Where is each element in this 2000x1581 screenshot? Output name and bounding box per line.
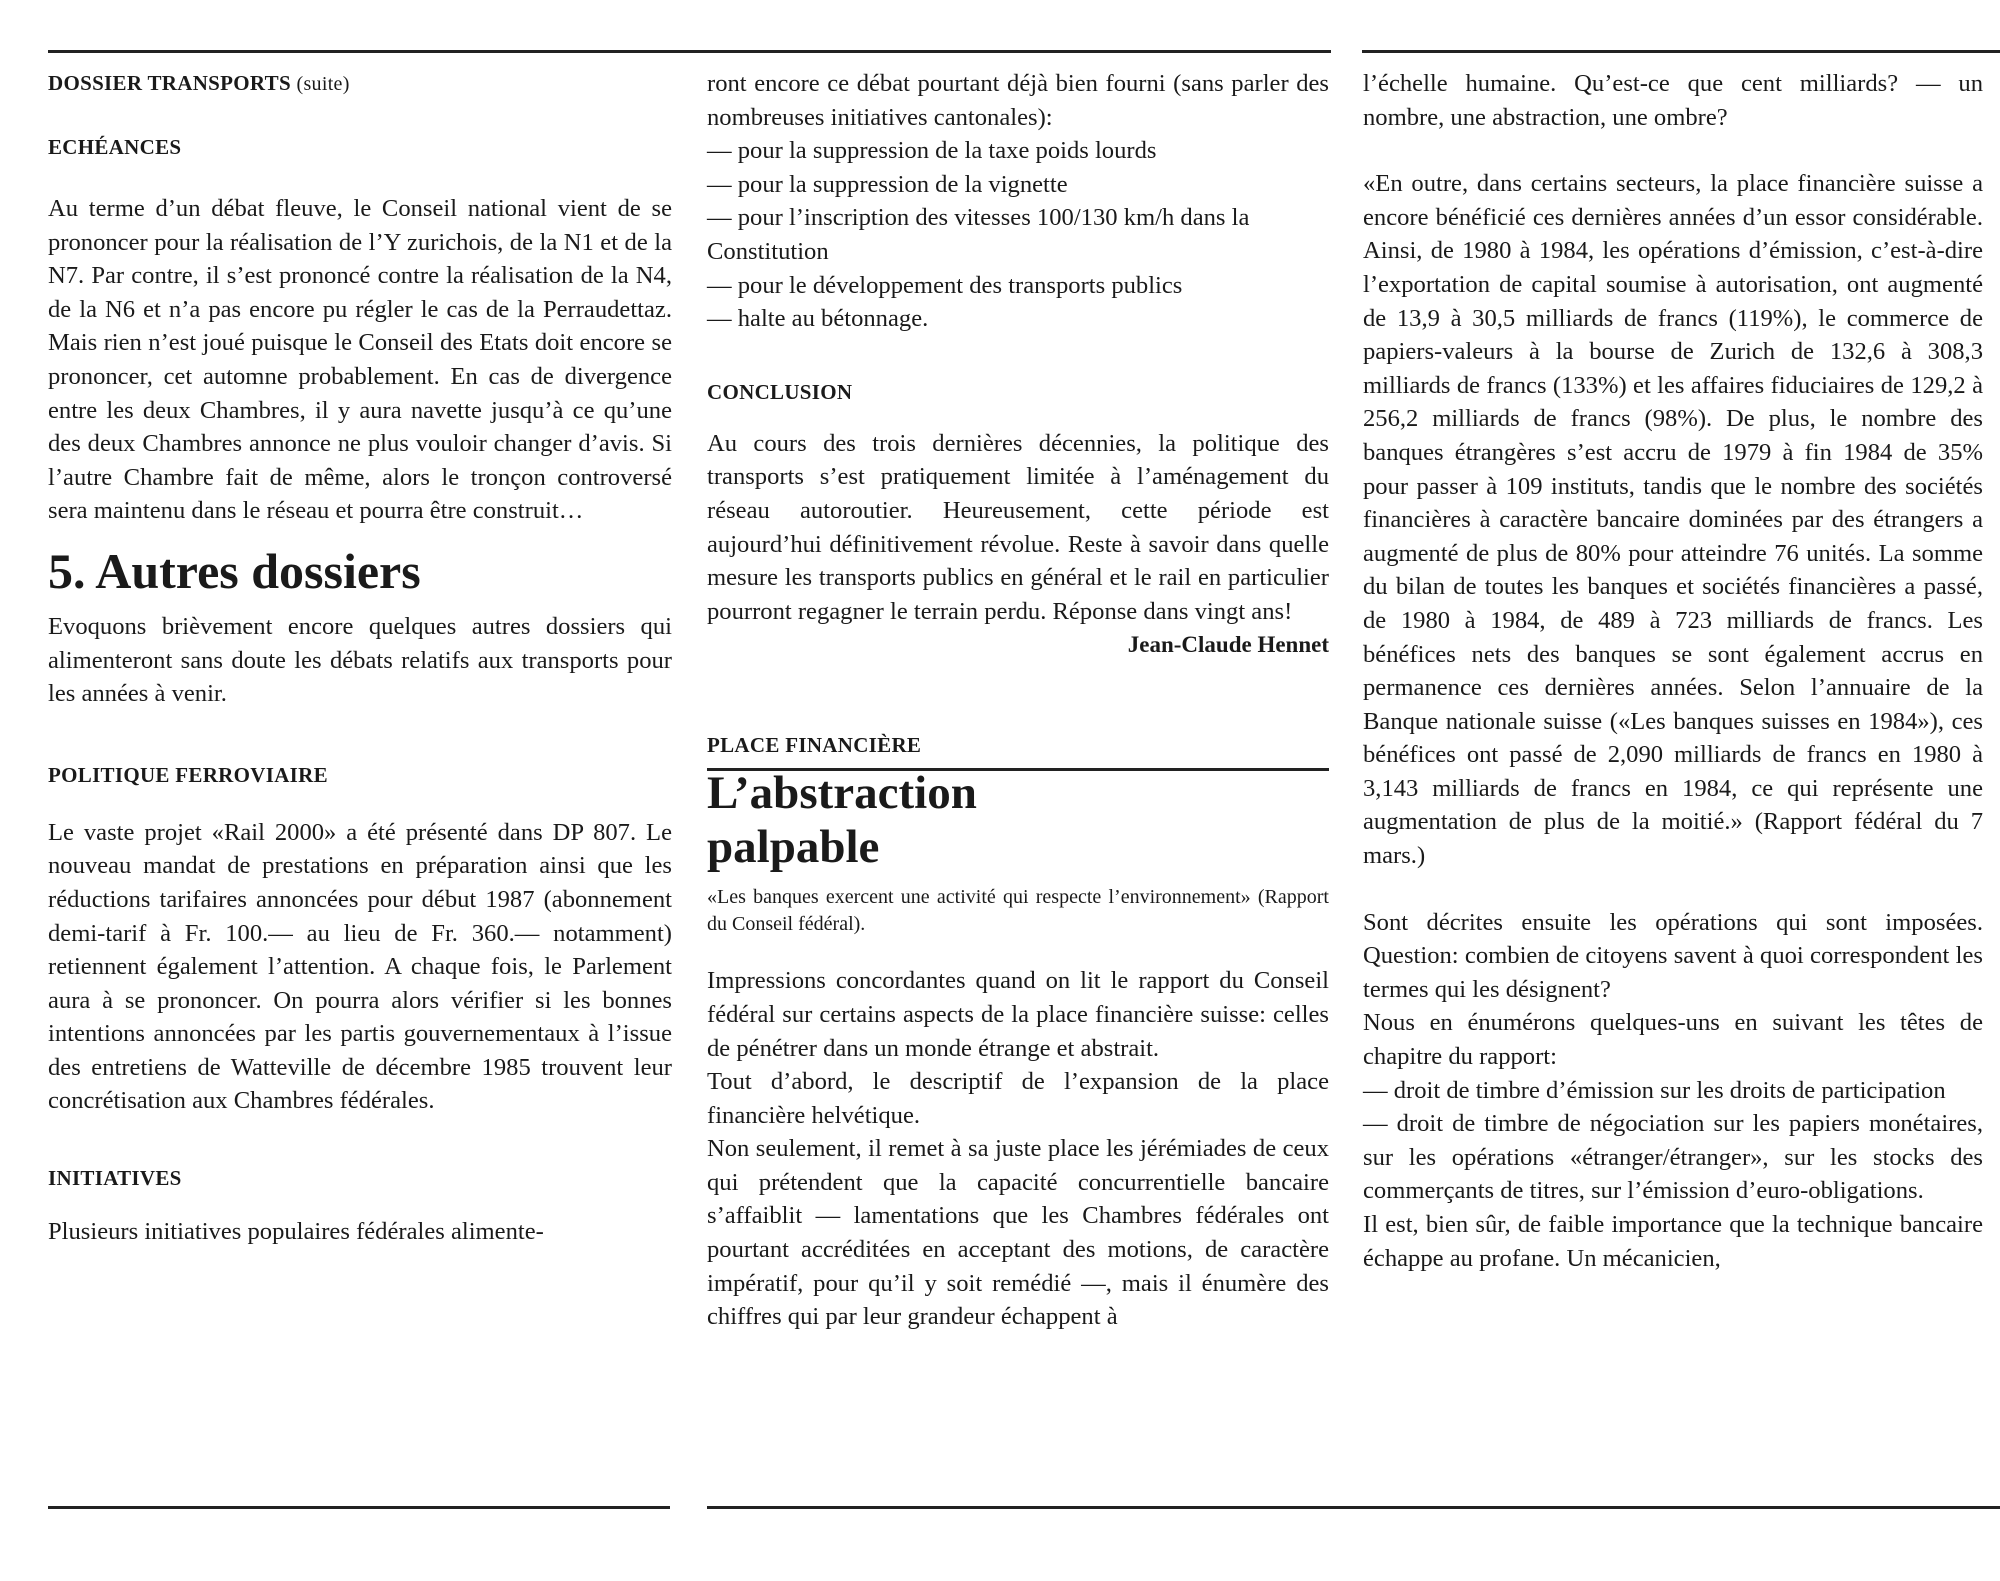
column-left: [48, 67, 672, 1249]
initiatives-heading: INITIATIVES: [48, 1166, 182, 1191]
article-paragraph-6: Nous en énumérons quelques-uns en suivant les têtes de chapitre du rapport:: [1363, 1009, 1983, 1071]
article-title-line-2: palpable: [707, 821, 880, 874]
echeances-heading: ECHÉANCES: [48, 135, 182, 159]
autres-dossiers-heading: 5. Autres dossiers: [48, 542, 421, 599]
list-item: — pour le développement des transports publics: [707, 271, 1183, 299]
conclusion-paragraph: Au cours des trois dernières décennies, la politique des transports s’est pratiquement limitée à l’aménagement du réseau autoroutier. Heureusement, cette période est aujourd’hui définitivement révolue. Reste à savoir dans quelle mesure les transports publics en général et le rail en particulier pourront regagner le terrain perdu. Réponse dans vingt ans!: [707, 429, 1329, 625]
column-right: [1363, 67, 1983, 1275]
article-list-item-2: — droit de timbre de négociation sur les papiers monétaires, sur les opérations «étranger/étranger», sur les stocks des commerçants de titres, sur l’émission d’euro-obligations.: [1363, 1110, 1983, 1205]
article-paragraph-3: Non seulement, il remet à sa juste place les jérémiades de ceux qui prétendent que la capacité concurrentielle bancaire s’affaiblit — lamentations que les Chambres fédérales ont pourtant accréditées en acceptant des motions, de caractère impératif, pour qu’il y soit remédié —, mais il énumère des chiffres qui par leur grandeur échappent à: [707, 1135, 1329, 1331]
article-paragraph-5: Sont décrites ensuite les opérations qui sont imposées. Question: combien de citoyens savent à quoi correspondent les termes qui les désignent?: [1363, 908, 1983, 1003]
bottom-rule-left: [48, 1506, 670, 1509]
article-paragraph-2: Tout d’abord, le descriptif de l’expansion de la place financière helvétique.: [707, 1068, 1329, 1129]
initiatives-list: [707, 134, 1329, 336]
article-paragraph-7: Il est, bien sûr, de faible importance que la technique bancaire échappe au profane. Un mécanicien,: [1363, 1211, 1983, 1272]
article-lead: «Les banques exercent une activité qui respecte l’environnement» (Rapport du Conseil fédéral).: [707, 886, 1329, 936]
article-paragraph-1: Impressions concordantes quand on lit le rapport du Conseil fédéral sur certains aspects de la place financière suisse: celles de pénétrer dans un monde étrange et abstrait.: [707, 967, 1329, 1062]
initiatives-continued-paragraph: ront encore ce débat pourtant déjà bien fourni (sans parler des nombreuses initiatives cantonales):: [707, 70, 1329, 131]
autres-dossiers-paragraph: Evoquons brièvement encore quelques autres dossiers qui alimenteront sans doute les débats relatifs aux transports pour les années à venir.: [48, 612, 672, 708]
place-financiere-heading: PLACE FINANCIÈRE: [707, 733, 922, 758]
conclusion-heading: CONCLUSION: [707, 379, 853, 404]
list-item: — pour la suppression de la vignette: [707, 170, 1068, 198]
politique-ferroviaire-heading: POLITIQUE FERROVIAIRE: [48, 762, 328, 787]
article-list-item-1: — droit de timbre d’émission sur les droits de participation: [1363, 1076, 1946, 1104]
initiatives-paragraph: Plusieurs initiatives populaires fédérales alimente-: [48, 1218, 544, 1246]
column-middle: [707, 67, 1329, 1334]
bottom-rule-right: [707, 1506, 2000, 1509]
list-item: — halte au bétonnage.: [707, 305, 929, 333]
section-label-text: DOSSIER TRANSPORTS: [48, 71, 291, 95]
top-rule-right: [1362, 50, 2000, 53]
section-label: [48, 67, 672, 101]
list-item: — pour l’inscription des vitesses 100/130 km/h dans la Constitution: [707, 204, 1250, 265]
list-item: — pour la suppression de la taxe poids lourds: [707, 137, 1157, 165]
politique-ferroviaire-paragraph: Le vaste projet «Rail 2000» a été présenté dans DP 807. Le nouveau mandat de prestations en préparation ainsi que les réductions tarifaires annoncées pour début 1987 (abonnement demi-tarif à Fr. 100.— au lieu de Fr. 360.— notamment) retiennent également l’attention. A chaque fois, le Parlement aura à se prononcer. On pourra alors vérifier si les bonnes intentions annoncées par les partis gouvernementaux à l’issue des entretiens de Watteville de décembre 1985 trouvent leur concrétisation aux Chambres fédérales.: [48, 818, 672, 1115]
report-quote-paragraph: «En outre, dans certains secteurs, la place financière suisse a encore bénéficié ces dernières années d’un essor considérable. Ainsi, de 1980 à 1984, les opérations d’émission, c’est-à-dire l’exportation de capital soumise à autorisation, ont augmenté de 13,9 à 30,5 milliards de francs (119%), le commerce de papiers-valeurs à la bourse de Zurich de 132,6 à 308,3 milliards de francs (133%) et les affaires fiduciaires de 129,2 à 256,2 milliards de francs (98%). De plus, le nombre des banques étrangères s’est accru de 1979 à fin 1984 de 35% pour passer à 109 instituts, tandis que le nombre des sociétés financières à caractère bancaire dominées par des étrangers a augmenté de plus de 80% pour atteindre 76 unités. La somme du bilan de toutes les banques et sociétés financières a passé, de 1980 à 1984, de 489 à 723 milliards de francs. Les bénéfices nets des banques se sont également accrus en permanence ces dernières années. Selon l’annuaire de la Banque nationale suisse («Les banques suisses en 1984»), ces bénéfices ont passé de 2,090 milliards de francs en 1980 à 3,143 milliards de francs en 1984, ce qui représente une augmentation de plus de la moitié.» (Rapport fédéral du 7 mars.): [1363, 170, 1983, 870]
echeances-paragraph: Au terme d’un débat fleuve, le Conseil national vient de se prononcer pour la réalisation de l’Y zurichois, de la N1 et de la N7. Par contre, il s’est prononcé contre la réalisation de la N4, de la N6 et n’a pas encore pu régler le cas de la Perraudettaz. Mais rien n’est joué puisque le Conseil des Etats doit encore se prononcer, cet automne probablement. En cas de divergence entre les deux Chambres, il y aura navette jusqu’à ce qu’une des deux Chambres annonce ne plus vouloir changer d’avis. Si l’autre Chambre fait de même, alors le tronçon controversé sera maintenu dans le réseau et pourra être construit…: [48, 195, 672, 525]
article-title-line-1: L’abstraction: [707, 767, 977, 820]
top-rule-left: [48, 50, 1331, 53]
article-paragraph-4: l’échelle humaine. Qu’est-ce que cent milliards? — un nombre, une abstraction, une ombre?: [1363, 70, 1983, 131]
author-signature: Jean-Claude Hennet: [1127, 632, 1329, 658]
section-label-suffix: (suite): [296, 73, 350, 95]
